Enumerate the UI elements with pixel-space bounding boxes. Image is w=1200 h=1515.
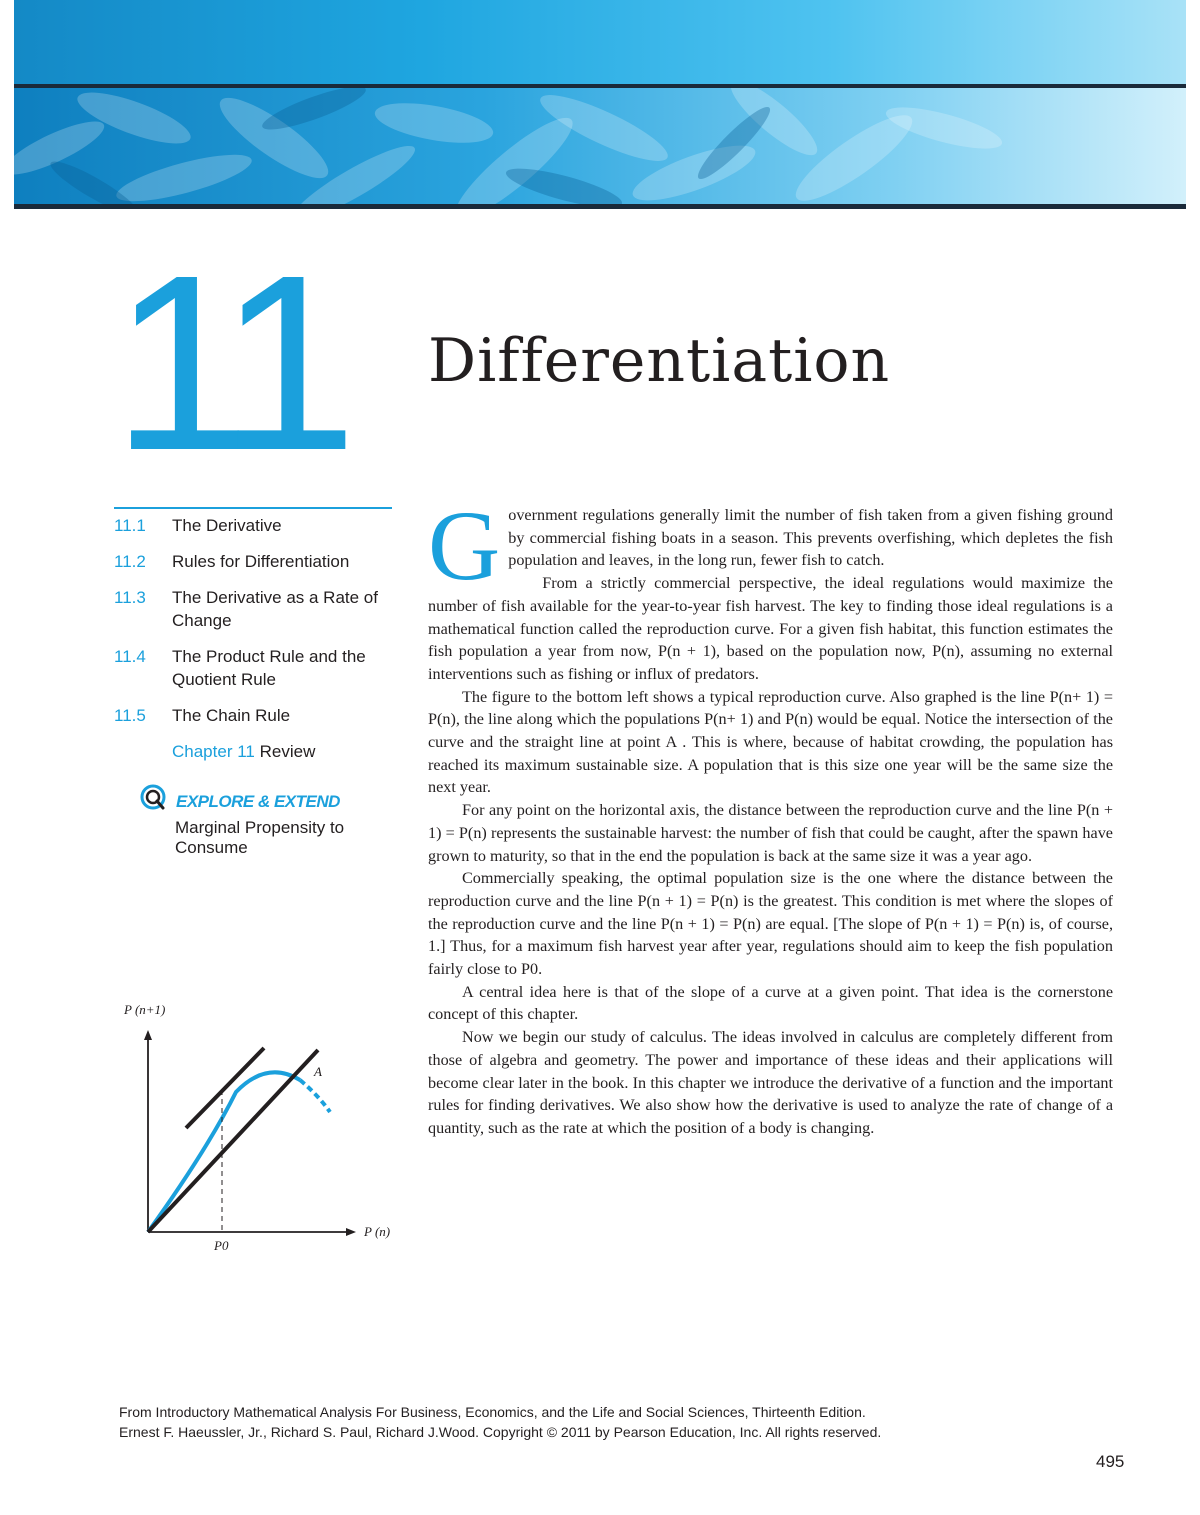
toc-divider	[114, 507, 392, 509]
y-axis-arrow-icon	[144, 1030, 152, 1040]
explore-topic: Marginal Propensity to Consume	[175, 818, 345, 857]
intro-paragraph: Now we begin our study of calculus. The ideas involved in calculus are completely different from those of algebra and geometry. The power and importance of these ideas and their applications will become clear later in the book. In this chapter we introduce the derivative of a function and the important rules for finding derivatives. We also show how the derivative is used to analyze the rate of change of a quantity, such as the rate at which the position of a body is changing.	[428, 1028, 1113, 1137]
toc-item[interactable]	[114, 586, 404, 632]
toc-item-number: 11.5	[114, 706, 146, 725]
toc-chapter-review[interactable]	[114, 740, 404, 763]
toc-item-title: The Chain Rule	[172, 706, 291, 725]
chapter-number: 11	[112, 223, 344, 502]
intro-paragraph: Commercially speaking, the optimal population size is the one where the distance between the reproduction curve and the line P(n + 1) = P(n) is the greatest. This condition is met where the slopes of the reproduction curve and the line P(n + 1) = P(n) are equal. [The slope of P(n + 1) = P(n) is, of course, 1.] Thus, for a maximum fish harvest year after year, regulations should aim to keep the fish population fairly close to P0.	[428, 869, 1113, 979]
toc-item-title: The Derivative	[172, 516, 282, 535]
review-number: 11	[237, 742, 255, 761]
page-number: 495	[1096, 1452, 1125, 1471]
banner-divider-bottom	[14, 204, 1186, 209]
toc-item-title: Rules for Differentiation	[172, 552, 350, 571]
explore-extend-heading	[140, 784, 340, 819]
leaf-pattern-banner	[14, 88, 1186, 204]
review-prefix: Chapter	[172, 742, 233, 761]
toc-item-title: The Derivative as a Rate of Change	[172, 588, 378, 630]
toc-item-number: 11.2	[114, 552, 146, 571]
toc-item[interactable]	[114, 550, 404, 573]
y-axis-label: P (n+1)	[124, 1002, 166, 1017]
toc-item[interactable]	[114, 645, 404, 691]
explore-label: EXPLORE & EXTEND	[176, 791, 340, 811]
toc-item[interactable]	[114, 704, 404, 727]
toc-item-number: 11.3	[114, 588, 146, 607]
review-suffix: Review	[259, 742, 316, 761]
toc-item-number: 11.1	[114, 516, 146, 535]
intro-paragraph: A central idea here is that of the slope of a curve at a given point. That idea is the cornerstone concept of this chapter.	[428, 982, 1113, 1024]
footer-copyright-line: Ernest F. Haeussler, Jr., Richard S. Paul, Richard J.Wood. Copyright © 2011 by Pearson Education, Inc. All rights reserved.	[119, 1424, 882, 1440]
x-axis-label: P (n)	[364, 1224, 391, 1239]
header-banner	[14, 0, 1186, 84]
reproduction-curve-figure	[112, 990, 412, 1260]
chapter-title: Differentiation	[428, 326, 891, 396]
table-of-contents	[114, 514, 404, 776]
intro-paragraph: The figure to the bottom left shows a typical reproduction curve. Also graphed is the line P(n+ 1) = P(n), the line along which the populations P(n+ 1) and P(n) would be equal. Notice the intersection of the curve and the straight line at point A . This is where, because of habitat crowding, the population has reached its maximum sustainable size. A population that is this size one year will be the same size the next year.	[428, 687, 1113, 797]
toc-item[interactable]	[114, 514, 404, 537]
intro-paragraph: From a strictly commercial perspective, the ideal regulations would maximize the number of fish available for the year-to-year fish harvest. The key to finding those ideal regulations is a mathematical function called the reproduction curve. For a given fish habitat, this function estimates the fish population a year from now, P(n + 1), based on the population now, P(n), assuming no external interventions such as fishing or influx of predators.	[428, 574, 1113, 683]
paragraph-text: overnment regulations generally limit the number of fish taken from a given fishing ground by commercial fishing boats in a season. This prevents overfishing, which depletes the fish population and leaves, in the long run, fewer fish to catch.	[508, 506, 1113, 570]
point-a-label: A	[314, 1064, 322, 1079]
p0-label: P0	[214, 1238, 229, 1253]
intro-paragraph	[428, 490, 1113, 601]
toc-item-number: 11.4	[114, 647, 146, 666]
toc-item-title: The Product Rule and the Quotient Rule	[172, 647, 366, 689]
reproduction-curve-extension	[300, 1080, 330, 1112]
magnifier-icon	[140, 784, 172, 819]
chapter-intro-text	[428, 490, 1113, 1140]
drop-cap: G	[428, 490, 501, 601]
source-footer	[119, 1402, 1079, 1442]
footer-source-line: From Introductory Mathematical Analysis For Business, Economics, and the Life and Social Sciences, Thirteenth Edition.	[119, 1404, 866, 1420]
intro-paragraph: For any point on the horizontal axis, the distance between the reproduction curve and the line P(n + 1) = P(n) represents the sustainable harvest: the number of fish that could be caught, after the spawn have grown to maturity, so that in the end the population is back at the same size it was a year ago.	[428, 801, 1113, 865]
x-axis-arrow-icon	[346, 1228, 356, 1236]
